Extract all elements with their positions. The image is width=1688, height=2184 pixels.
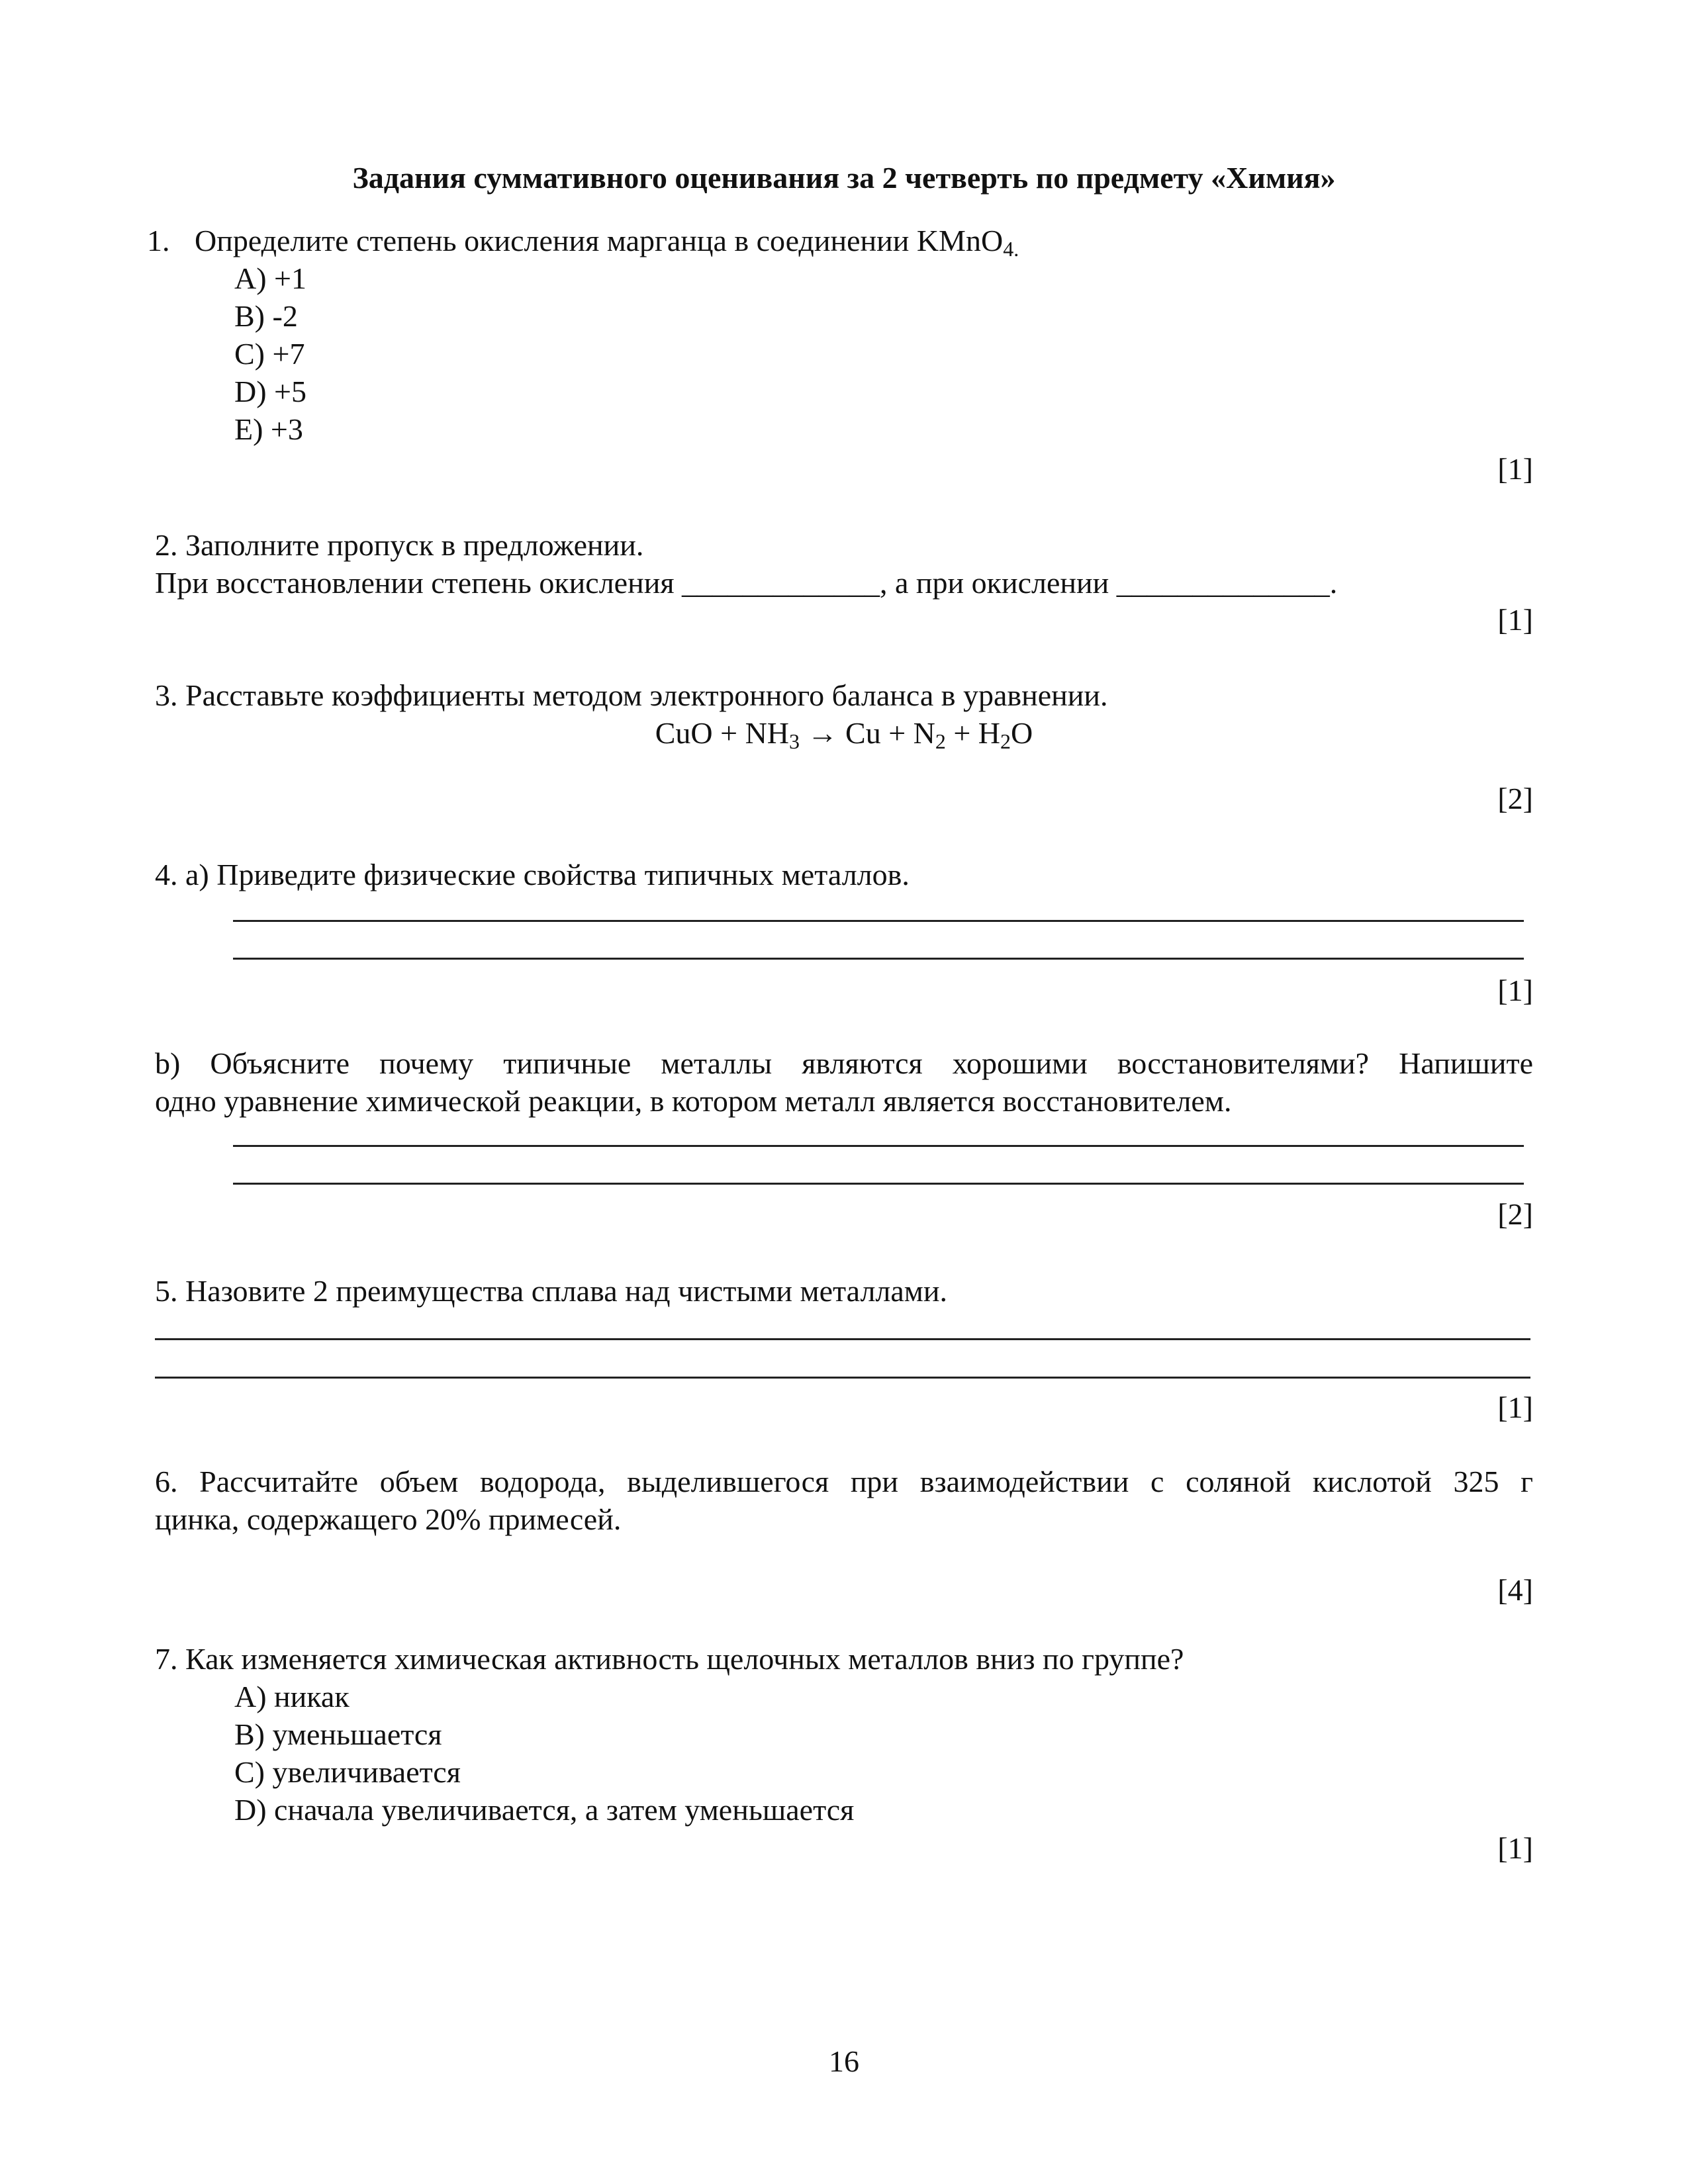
q6-prompt-line-1: 6. Рассчитайте объем водорода, выделившегося при взаимодействии с соляной кислотой 325 г [155,1465,1533,1498]
q2-score: [1] [1497,603,1533,637]
q2-prompt: 2. Заполните пропуск в предложении. [155,528,644,562]
q4b-answer-line-1[interactable] [233,1145,1524,1147]
q7-option-c: C) увеличивается [234,1755,461,1789]
eq-part-2: → Cu + N [800,716,935,750]
q3-score: [2] [1497,782,1533,815]
q4b-score: [2] [1497,1197,1533,1231]
eq-part-1: CuO + NH [655,716,790,750]
q1-text-sub: 4. [1003,237,1019,261]
eq-sub-1: 3 [789,729,800,753]
q7-score: [1] [1497,1831,1533,1865]
eq-sub-2: 2 [935,729,946,753]
q5-answer-line-2[interactable] [155,1377,1530,1379]
q1-option-d: D) +5 [234,375,306,408]
q5-answer-line-1[interactable] [155,1338,1530,1340]
q4b-prompt-line-2: одно уравнение химической реакции, в котором металл является восстановителем. [155,1084,1232,1118]
q7-prompt: 7. Как изменяется химическая активность щелочных металлов вниз по группе? [155,1642,1184,1676]
q4a-answer-line-2[interactable] [233,958,1524,960]
q1-option-b: B) -2 [234,299,298,333]
page-title: Задания суммативного оценивания за 2 четверть по предмету «Химия» [352,161,1336,195]
q7-option-b: B) уменьшается [234,1717,442,1751]
q1-option-e: E) +3 [234,412,303,446]
q1-number: 1. [147,224,170,257]
q6-score: [4] [1497,1573,1533,1607]
q7-option-a: A) никак [234,1680,350,1713]
q1-score: [1] [1497,452,1533,486]
q3-prompt: 3. Расставьте коэффициенты методом электронного баланса в уравнении. [155,678,1108,712]
q4b-prompt-line-1: b) Объясните почему типичные металлы являются хорошими восстановителями? Напишите [155,1046,1533,1080]
eq-sub-3: 2 [1000,729,1011,753]
q1-text-main: Определите степень окисления марганца в соединении KMnO [195,224,1004,257]
q6-prompt-line-2: цинка, содержащего 20% примесей. [155,1502,622,1536]
q1-text [195,222,1019,260]
q1-option-c: C) +7 [234,337,305,371]
q7-option-d: D) сначала увеличивается, а затем уменьшается [234,1793,855,1827]
q3-equation [0,714,1688,752]
page-number: 16 [829,2044,859,2078]
q4b-answer-line-2[interactable] [233,1183,1524,1185]
q4a-score: [1] [1497,974,1533,1007]
q4a-answer-line-1[interactable] [233,920,1524,922]
eq-part-3: + H [945,716,1001,750]
q2-sentence: При восстановлении степень окисления _____________, а при окислении ______________. [155,566,1338,600]
q5-prompt: 5. Назовите 2 преимущества сплава над чистыми металлами. [155,1274,948,1308]
q5-score: [1] [1497,1390,1533,1424]
q4a-prompt: 4. a) Приведите физические свойства типичных металлов. [155,858,910,891]
q1-option-a: A) +1 [234,261,306,295]
eq-part-4: O [1011,716,1033,750]
